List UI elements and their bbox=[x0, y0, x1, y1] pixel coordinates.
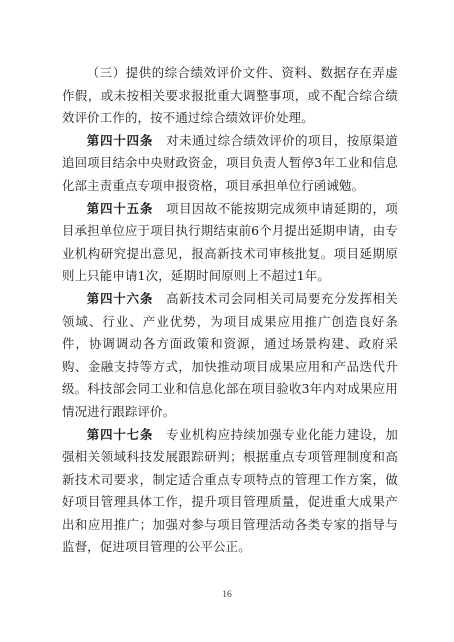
article-text: 专业机构应持续加强专业化能力建设，加强相关领域科技发展跟踪研判；根据重点专项管理制度和高新技术司要求，制定适合重点专项特点的管理工作方案，做好项目管理具体工作，提升项目管理质量，促进重大成果产出和应用推广；加强对参与项目管理活动各类专家的指导与监督，促进项目管理的公平公正。 bbox=[62, 426, 398, 555]
article-45 bbox=[62, 198, 398, 288]
article-heading: 第四十七条 bbox=[86, 426, 154, 442]
article-heading: 第四十六条 bbox=[86, 290, 154, 306]
article-47 bbox=[62, 424, 398, 560]
article-44 bbox=[62, 130, 398, 198]
article-text: 高新技术司会同相关司局要充分发挥相关领域、行业、产业优势，为项目成果应用推广创造良好条件，协调调动各方面政策和资源，通过场景构建、政府采购、金融支持等方式，加快推动项目成果应用和产品迭代升级。科技部会同工业和信息化部在项目验收3年内对成果应用情况进行跟踪评价。 bbox=[62, 290, 398, 419]
article-46 bbox=[62, 288, 398, 424]
paragraph-text: （三）提供的综合绩效评价文件、资料、数据存在弄虚作假，或未按相关要求报批重大调整事项，或不配合综合绩效评价工作的，按不通过综合绩效评价处理。 bbox=[62, 65, 398, 126]
article-text: 项目因故不能按期完成须申请延期的，项目承担单位应于项目执行期结束前6个月提出延期申请，由专业机构研究提出意见，报高新技术司审核批复。项目延期原则上只能申请1次，延期时间原则上不超过1年。 bbox=[62, 200, 398, 284]
paragraph-item-3 bbox=[62, 62, 398, 130]
article-heading: 第四十五条 bbox=[86, 200, 154, 216]
article-text: 对未通过综合绩效评价的项目，按原渠道追回项目结余中央财政资金，项目负责人暂停3年工业和信息化部主责重点专项申报资格，项目承担单位行函诫勉。 bbox=[62, 132, 398, 193]
page-body bbox=[62, 62, 398, 559]
page-number: 16 bbox=[222, 590, 232, 600]
article-heading: 第四十四条 bbox=[86, 132, 154, 148]
